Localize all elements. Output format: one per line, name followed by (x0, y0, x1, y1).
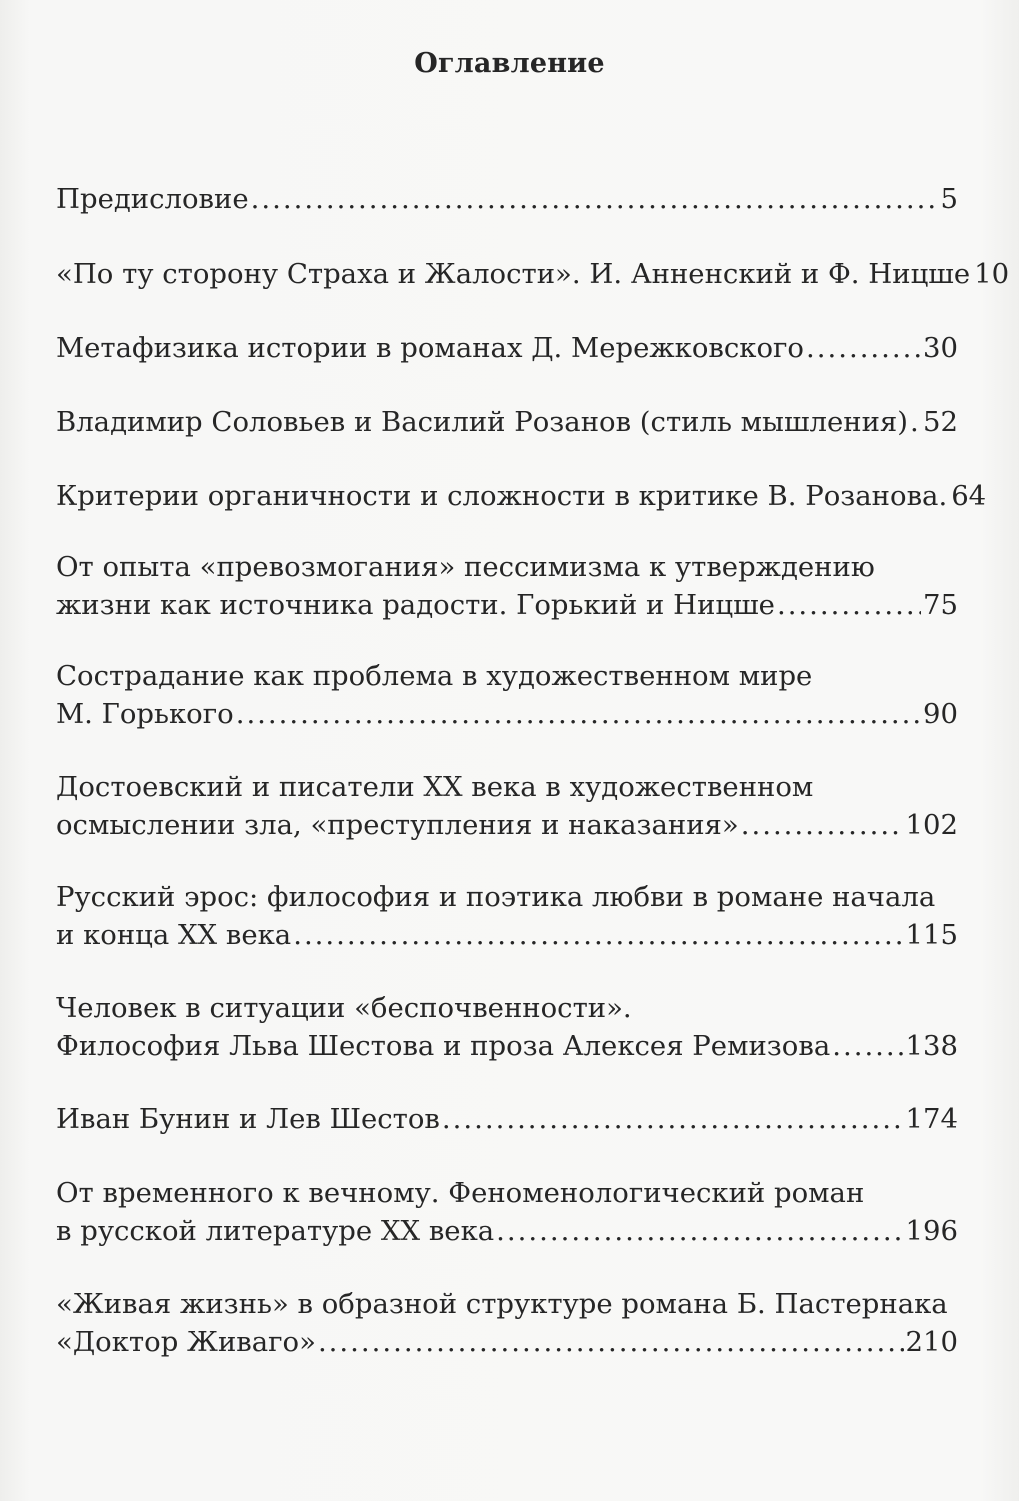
page-number: 115 (905, 919, 958, 951)
toc-entry[interactable] (56, 180, 958, 218)
dot-leader (910, 403, 921, 441)
page-number: 196 (905, 1215, 958, 1247)
toc-entry[interactable] (56, 1174, 958, 1250)
entry-title-line: Сострадание как проблема в художественном мире (56, 660, 813, 692)
page-number: 210 (905, 1326, 958, 1358)
toc-entry[interactable] (56, 878, 958, 954)
entry-title: жизни как источника радости. Горький и Ницше (56, 589, 775, 621)
toc-entry[interactable] (56, 255, 1010, 293)
toc-entry[interactable] (56, 403, 958, 441)
toc-entry[interactable] (56, 477, 987, 515)
toc-entry[interactable] (56, 989, 958, 1065)
entry-title-line: Русский эрос: философия и поэтика любви в романе начала (56, 881, 936, 913)
page-number: 174 (905, 1103, 958, 1135)
dot-leader (236, 695, 921, 733)
page-number: 90 (923, 698, 958, 730)
dot-leader (293, 916, 903, 954)
entry-title-line: От опыта «превозмогания» пессимизма к утверждению (56, 551, 875, 583)
page-number: 52 (923, 406, 958, 438)
entry-title: М. Горького (56, 698, 234, 730)
entry-title: Критерии органичности и сложности в критике В. Розанова. (56, 480, 948, 512)
entry-title: «Доктор Живаго» (56, 1326, 316, 1358)
toc-entry[interactable] (56, 548, 958, 624)
dot-leader (251, 180, 939, 218)
toc-entry[interactable] (56, 1100, 958, 1138)
entry-title-line: От временного к вечному. Феноменологический роман (56, 1177, 865, 1209)
entry-title-line: «Живая жизнь» в образной структуре романа Б. Пастернака (56, 1288, 948, 1320)
entry-title: «По ту сторону Страха и Жалости». И. Анненский и Ф. Ницше (56, 258, 971, 290)
entry-title: в русской литературе XX века (56, 1215, 495, 1247)
page-number: 30 (923, 332, 958, 364)
dot-leader (806, 329, 921, 367)
page-number: 102 (905, 809, 958, 841)
page-number: 10 (974, 258, 1010, 290)
entry-title-line: Достоевский и писатели XX века в художественном (56, 771, 814, 803)
toc-entry[interactable] (56, 657, 958, 733)
dot-leader (442, 1100, 904, 1138)
dot-leader (741, 806, 904, 844)
toc-entry[interactable] (56, 768, 958, 844)
page-number: 64 (951, 480, 987, 512)
entry-title: Предисловие (56, 183, 249, 215)
entry-title: Метафизика истории в романах Д. Мережковского (56, 332, 804, 364)
entry-title: Иван Бунин и Лев Шестов (56, 1103, 440, 1135)
entry-title: осмыслении зла, «преступления и наказания» (56, 809, 739, 841)
page-title: Оглавление (414, 48, 605, 79)
dot-leader (777, 586, 921, 624)
entry-title: Владимир Соловьев и Василий Розанов (стиль мышления) (56, 406, 908, 438)
entry-title: и конца XX века (56, 919, 292, 951)
entry-title-line: Человек в ситуации «беспочвенности». (56, 992, 632, 1024)
dot-leader (832, 1027, 903, 1065)
page-number: 138 (905, 1030, 958, 1062)
page-number: 75 (923, 589, 958, 621)
page-number: 5 (940, 183, 958, 215)
toc-entry[interactable] (56, 329, 958, 367)
entry-title: Философия Льва Шестова и проза Алексея Ремизова (56, 1030, 831, 1062)
dot-leader (496, 1212, 903, 1250)
toc-entry[interactable] (56, 1285, 958, 1361)
dot-leader (318, 1323, 904, 1361)
